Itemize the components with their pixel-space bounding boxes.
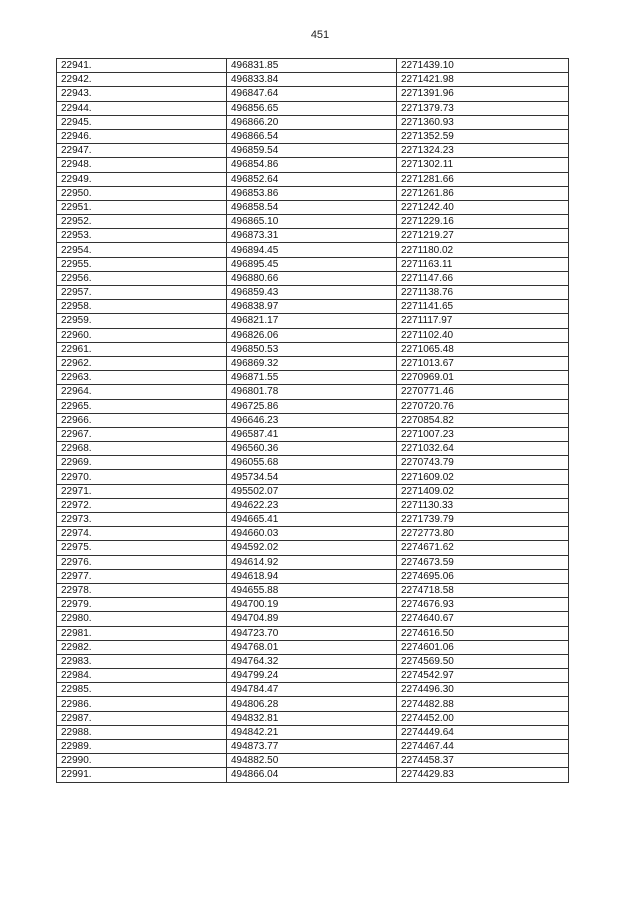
point-number-cell: 22987. (57, 711, 227, 725)
x-coordinate-cell: 496858.54 (227, 200, 397, 214)
point-number-cell: 22978. (57, 583, 227, 597)
point-number-cell: 22971. (57, 484, 227, 498)
point-number-cell: 22944. (57, 101, 227, 115)
point-number-cell: 22982. (57, 640, 227, 654)
x-coordinate-cell: 496871.55 (227, 371, 397, 385)
point-number-cell: 22984. (57, 669, 227, 683)
x-coordinate-cell: 496873.31 (227, 229, 397, 243)
y-coordinate-cell: 2272773.80 (397, 527, 569, 541)
y-coordinate-cell: 2274449.64 (397, 725, 569, 739)
x-coordinate-cell: 494832.81 (227, 711, 397, 725)
y-coordinate-cell: 2274671.62 (397, 541, 569, 555)
x-coordinate-cell: 496865.10 (227, 215, 397, 229)
point-number-cell: 22946. (57, 129, 227, 143)
point-number-cell: 22967. (57, 427, 227, 441)
y-coordinate-cell: 2271032.64 (397, 442, 569, 456)
point-number-cell: 22986. (57, 697, 227, 711)
table-row (57, 640, 569, 654)
y-coordinate-cell: 2271391.96 (397, 87, 569, 101)
y-coordinate-cell: 2271141.65 (397, 300, 569, 314)
table-row (57, 527, 569, 541)
y-coordinate-cell: 2274452.00 (397, 711, 569, 725)
point-number-cell: 22965. (57, 399, 227, 413)
x-coordinate-cell: 496821.17 (227, 314, 397, 328)
y-coordinate-cell: 2271409.02 (397, 484, 569, 498)
x-coordinate-cell: 496856.65 (227, 101, 397, 115)
table-row (57, 626, 569, 640)
y-coordinate-cell: 2270771.46 (397, 385, 569, 399)
x-coordinate-cell: 494618.94 (227, 569, 397, 583)
x-coordinate-cell: 494764.32 (227, 654, 397, 668)
x-coordinate-cell: 494665.41 (227, 513, 397, 527)
point-number-cell: 22952. (57, 215, 227, 229)
table-row (57, 172, 569, 186)
point-number-cell: 22985. (57, 683, 227, 697)
y-coordinate-cell: 2271739.79 (397, 513, 569, 527)
table-row (57, 711, 569, 725)
table-row (57, 725, 569, 739)
y-coordinate-cell: 2274467.44 (397, 740, 569, 754)
point-number-cell: 22970. (57, 470, 227, 484)
y-coordinate-cell: 2271242.40 (397, 200, 569, 214)
x-coordinate-cell: 496838.97 (227, 300, 397, 314)
y-coordinate-cell: 2270969.01 (397, 371, 569, 385)
table-row (57, 498, 569, 512)
y-coordinate-cell: 2271163.11 (397, 257, 569, 271)
point-number-cell: 22954. (57, 243, 227, 257)
y-coordinate-cell: 2271147.66 (397, 271, 569, 285)
y-coordinate-cell: 2274429.83 (397, 768, 569, 782)
x-coordinate-cell: 494882.50 (227, 754, 397, 768)
y-coordinate-cell: 2274542.97 (397, 669, 569, 683)
y-coordinate-cell: 2271360.93 (397, 115, 569, 129)
point-number-cell: 22981. (57, 626, 227, 640)
table-row (57, 484, 569, 498)
y-coordinate-cell: 2274640.67 (397, 612, 569, 626)
y-coordinate-cell: 2271379.73 (397, 101, 569, 115)
y-coordinate-cell: 2274496.30 (397, 683, 569, 697)
point-number-cell: 22988. (57, 725, 227, 739)
table-row (57, 683, 569, 697)
x-coordinate-cell: 496833.84 (227, 73, 397, 87)
y-coordinate-cell: 2274482.88 (397, 697, 569, 711)
x-coordinate-cell: 494723.70 (227, 626, 397, 640)
x-coordinate-cell: 495502.07 (227, 484, 397, 498)
table-row (57, 328, 569, 342)
page-number: 451 (310, 29, 330, 41)
x-coordinate-cell: 496560.36 (227, 442, 397, 456)
table-row (57, 158, 569, 172)
x-coordinate-cell: 494799.24 (227, 669, 397, 683)
point-number-cell: 22983. (57, 654, 227, 668)
point-number-cell: 22975. (57, 541, 227, 555)
x-coordinate-cell: 496854.86 (227, 158, 397, 172)
table-row (57, 314, 569, 328)
y-coordinate-cell: 2274676.93 (397, 598, 569, 612)
x-coordinate-cell: 496859.54 (227, 144, 397, 158)
table-row (57, 569, 569, 583)
point-number-cell: 22949. (57, 172, 227, 186)
table-row (57, 754, 569, 768)
coordinates-table (56, 58, 569, 783)
point-number-cell: 22963. (57, 371, 227, 385)
point-number-cell: 22961. (57, 342, 227, 356)
x-coordinate-cell: 494842.21 (227, 725, 397, 739)
table-row (57, 399, 569, 413)
x-coordinate-cell: 494622.23 (227, 498, 397, 512)
table-row (57, 456, 569, 470)
point-number-cell: 22960. (57, 328, 227, 342)
table-row (57, 612, 569, 626)
table-row (57, 87, 569, 101)
x-coordinate-cell: 496869.32 (227, 356, 397, 370)
point-number-cell: 22951. (57, 200, 227, 214)
table-row (57, 59, 569, 73)
table-row (57, 115, 569, 129)
y-coordinate-cell: 2274718.58 (397, 583, 569, 597)
x-coordinate-cell: 496880.66 (227, 271, 397, 285)
point-number-cell: 22989. (57, 740, 227, 754)
table-row (57, 385, 569, 399)
x-coordinate-cell: 496646.23 (227, 413, 397, 427)
point-number-cell: 22976. (57, 555, 227, 569)
point-number-cell: 22977. (57, 569, 227, 583)
table-row (57, 129, 569, 143)
y-coordinate-cell: 2271180.02 (397, 243, 569, 257)
table-row (57, 371, 569, 385)
y-coordinate-cell: 2271261.86 (397, 186, 569, 200)
table-row (57, 697, 569, 711)
point-number-cell: 22973. (57, 513, 227, 527)
x-coordinate-cell: 496895.45 (227, 257, 397, 271)
table-row (57, 413, 569, 427)
y-coordinate-cell: 2271117.97 (397, 314, 569, 328)
table-row (57, 215, 569, 229)
y-coordinate-cell: 2271065.48 (397, 342, 569, 356)
x-coordinate-cell: 494704.89 (227, 612, 397, 626)
table-row (57, 243, 569, 257)
y-coordinate-cell: 2271130.33 (397, 498, 569, 512)
x-coordinate-cell: 496866.54 (227, 129, 397, 143)
table-row (57, 427, 569, 441)
y-coordinate-cell: 2274601.06 (397, 640, 569, 654)
y-coordinate-cell: 2271324.23 (397, 144, 569, 158)
y-coordinate-cell: 2271219.27 (397, 229, 569, 243)
point-number-cell: 22953. (57, 229, 227, 243)
x-coordinate-cell: 496866.20 (227, 115, 397, 129)
table-row (57, 598, 569, 612)
point-number-cell: 22980. (57, 612, 227, 626)
point-number-cell: 22962. (57, 356, 227, 370)
point-number-cell: 22950. (57, 186, 227, 200)
y-coordinate-cell: 2271439.10 (397, 59, 569, 73)
table-row (57, 356, 569, 370)
point-number-cell: 22979. (57, 598, 227, 612)
point-number-cell: 22972. (57, 498, 227, 512)
point-number-cell: 22990. (57, 754, 227, 768)
table-row (57, 229, 569, 243)
x-coordinate-cell: 496055.68 (227, 456, 397, 470)
table-row (57, 541, 569, 555)
point-number-cell: 22959. (57, 314, 227, 328)
point-number-cell: 22955. (57, 257, 227, 271)
y-coordinate-cell: 2274673.59 (397, 555, 569, 569)
x-coordinate-cell: 494592.02 (227, 541, 397, 555)
y-coordinate-cell: 2270743.79 (397, 456, 569, 470)
point-number-cell: 22958. (57, 300, 227, 314)
point-number-cell: 22942. (57, 73, 227, 87)
x-coordinate-cell: 496725.86 (227, 399, 397, 413)
table-row (57, 186, 569, 200)
table-row (57, 583, 569, 597)
x-coordinate-cell: 496853.86 (227, 186, 397, 200)
table-row (57, 144, 569, 158)
point-number-cell: 22943. (57, 87, 227, 101)
x-coordinate-cell: 494866.04 (227, 768, 397, 782)
table-row (57, 654, 569, 668)
table-row (57, 740, 569, 754)
table-row (57, 200, 569, 214)
x-coordinate-cell: 494660.03 (227, 527, 397, 541)
point-number-cell: 22945. (57, 115, 227, 129)
table-row (57, 442, 569, 456)
x-coordinate-cell: 496587.41 (227, 427, 397, 441)
y-coordinate-cell: 2270720.76 (397, 399, 569, 413)
table-row (57, 768, 569, 782)
table-row (57, 101, 569, 115)
x-coordinate-cell: 494806.28 (227, 697, 397, 711)
y-coordinate-cell: 2274616.50 (397, 626, 569, 640)
table-row (57, 470, 569, 484)
x-coordinate-cell: 494655.88 (227, 583, 397, 597)
point-number-cell: 22948. (57, 158, 227, 172)
x-coordinate-cell: 494614.92 (227, 555, 397, 569)
y-coordinate-cell: 2271352.59 (397, 129, 569, 143)
y-coordinate-cell: 2271138.76 (397, 286, 569, 300)
table-row (57, 286, 569, 300)
point-number-cell: 22964. (57, 385, 227, 399)
point-number-cell: 22966. (57, 413, 227, 427)
point-number-cell: 22941. (57, 59, 227, 73)
x-coordinate-cell: 496826.06 (227, 328, 397, 342)
x-coordinate-cell: 494873.77 (227, 740, 397, 754)
y-coordinate-cell: 2274458.37 (397, 754, 569, 768)
y-coordinate-cell: 2270854.82 (397, 413, 569, 427)
point-number-cell: 22974. (57, 527, 227, 541)
point-number-cell: 22956. (57, 271, 227, 285)
coordinates-table-body (57, 59, 569, 783)
x-coordinate-cell: 494784.47 (227, 683, 397, 697)
y-coordinate-cell: 2271007.23 (397, 427, 569, 441)
point-number-cell: 22969. (57, 456, 227, 470)
x-coordinate-cell: 495734.54 (227, 470, 397, 484)
x-coordinate-cell: 496831.85 (227, 59, 397, 73)
point-number-cell: 22957. (57, 286, 227, 300)
y-coordinate-cell: 2271102.40 (397, 328, 569, 342)
point-number-cell: 22991. (57, 768, 227, 782)
table-row (57, 73, 569, 87)
x-coordinate-cell: 494700.19 (227, 598, 397, 612)
point-number-cell: 22947. (57, 144, 227, 158)
y-coordinate-cell: 2274695.06 (397, 569, 569, 583)
y-coordinate-cell: 2271013.67 (397, 356, 569, 370)
table-row (57, 257, 569, 271)
y-coordinate-cell: 2271281.66 (397, 172, 569, 186)
table-row (57, 300, 569, 314)
x-coordinate-cell: 496801.78 (227, 385, 397, 399)
x-coordinate-cell: 496859.43 (227, 286, 397, 300)
table-row (57, 271, 569, 285)
x-coordinate-cell: 496852.64 (227, 172, 397, 186)
x-coordinate-cell: 496894.45 (227, 243, 397, 257)
y-coordinate-cell: 2271421.98 (397, 73, 569, 87)
y-coordinate-cell: 2271609.02 (397, 470, 569, 484)
y-coordinate-cell: 2271229.16 (397, 215, 569, 229)
x-coordinate-cell: 496850.53 (227, 342, 397, 356)
y-coordinate-cell: 2274569.50 (397, 654, 569, 668)
table-row (57, 342, 569, 356)
y-coordinate-cell: 2271302.11 (397, 158, 569, 172)
table-row (57, 669, 569, 683)
x-coordinate-cell: 494768.01 (227, 640, 397, 654)
x-coordinate-cell: 496847.64 (227, 87, 397, 101)
table-row (57, 555, 569, 569)
point-number-cell: 22968. (57, 442, 227, 456)
table-row (57, 513, 569, 527)
